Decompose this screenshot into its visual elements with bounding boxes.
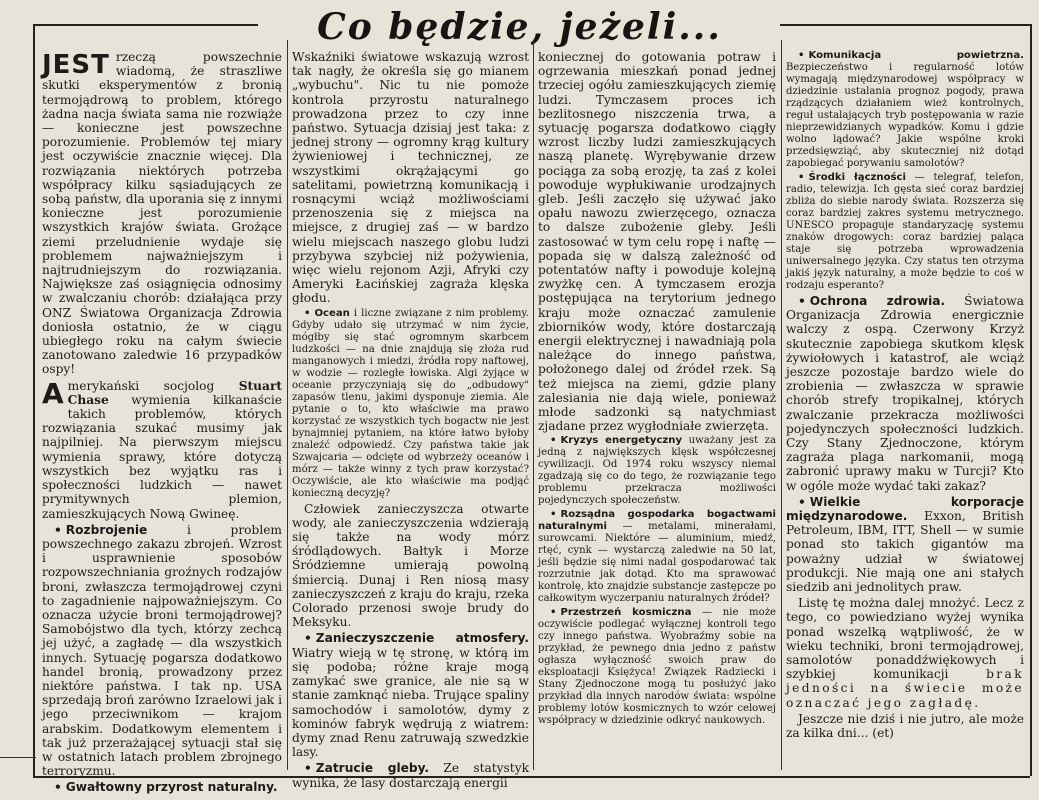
section-kryzys bbox=[538, 435, 776, 507]
bullet-icon: • bbox=[798, 494, 806, 509]
bullet-icon: • bbox=[304, 307, 311, 319]
section-heading: Przestrzeń kosmiczna bbox=[560, 607, 692, 619]
closing-line: Jeszcze nie dziś i nie jutro, ale może za kilka dni... (et) bbox=[786, 711, 1024, 741]
section-heading: Rozsądna gospodarka bogactwami naturalnymi bbox=[538, 509, 776, 533]
bullet-icon: • bbox=[550, 509, 557, 521]
section-ocean bbox=[292, 308, 529, 500]
paragraph bbox=[42, 376, 282, 521]
section-text: Exxon, British Petroleum, IBM, ITT, Shell — w sumie ponad sto takich gigantów ma poważny udział w światowej produkcji. Nie mają one ani stałych siedzib ani jednolitych praw. bbox=[786, 509, 1024, 595]
bullet-icon: • bbox=[304, 761, 312, 776]
intro-drop-cap: JEST bbox=[42, 50, 110, 80]
article-column-2 bbox=[292, 50, 529, 790]
column-divider bbox=[533, 40, 534, 770]
drop-cap: A bbox=[42, 376, 64, 410]
bullet-icon: • bbox=[54, 780, 62, 795]
bullet-icon: • bbox=[798, 50, 805, 61]
section-atmosfera bbox=[292, 631, 529, 759]
section-text: — telegraf, telefon, radio, telewizja. Ich gęsta sieć coraz bardziej zbliża do siebie narody świata. Rozszerza się coraz bardziej zakres systemu metrycznego. UNESCO propaguje standaryzację systemu znaków drogowych: coraz bardziej paląca staje się potrzeba wprowadzenia uniwersalnego języka. Czy status ten otrzyma jakiś język naturalny, a może będzie to coś w rodzaju esperanto? bbox=[786, 172, 1024, 291]
article-column-1 bbox=[42, 50, 282, 795]
paragraph-text: wymienia kilkanaście takich problemów, których rozwiązania szukać musimy jak najpilniej. Na pierwszym miejscu wymienia sprawy, które dotyczą wszystkich bez wyjątku ras i społeczności ludzkich — nawet prymitywnych plemion, zamieszkujących Nową Gwineę. bbox=[42, 392, 282, 521]
section-text: Bezpieczeństwo i regularność lotów wymagają międzynarodowej współpracy w dziedzinie ustalania prognoz pogody, prawa rządzących działaniem wież kontrolnych, reguł ustalających tryb postępowania w razie nieprzewidzianych wypadków. Komu i gdzie wolno lądować? Jakie wspólne kroki przedsięwziąć, aby skuteczniej niż dotąd zapobiegać porywaniu samolotów? bbox=[786, 62, 1024, 169]
article-column-4 bbox=[786, 50, 1024, 772]
section-gospodarka bbox=[538, 509, 776, 605]
intro-paragraph bbox=[42, 50, 282, 377]
column-divider bbox=[287, 40, 288, 770]
headline-area bbox=[0, 0, 1039, 52]
section-text: Ze statystyk wynika, że lasy dostarczają energii bbox=[292, 761, 529, 790]
margin-tick bbox=[0, 757, 36, 758]
frame-left-border bbox=[33, 24, 35, 776]
section-korporacje bbox=[786, 495, 1024, 594]
section-text: i liczne związane z nim problemy. Gdyby udało się utrzymać w nim życie, mógłby się stać ogromnym skarbcem ludzkości — na dnie znajdują się złoża rud manganowych i miedzi, źródła ropy naftowej, w wodzie — rozległe łowiska. Algi żyjące w oceanie przyczyniają się do „odbudowy" zapasów tlenu, jakimi dysponuje ziemia. Ale pytanie o to, kto właściwie ma prawo korzystać ze wszystkich tych bogactw nie jest bynajmniej pytaniem, na które łatwo byłoby znaleźć odpowiedź. Czy państwa takie jak Szwajcaria — odcięte od wybrzeży oceanów i mórz — także winny z tych praw korzystać? Oczywiście, ale kto właściwie ma podjąć konieczną decyzję? bbox=[292, 307, 529, 499]
section-komunikacja bbox=[786, 50, 1024, 170]
section-heading: Ocean bbox=[314, 307, 350, 319]
paragraph: Wskaźniki światowe wskazują wzrost tak nagły, że określa się go mianem „wybuchu". Nic tu nie pomoże kontrola przyrostu naturalnego prowadzona przez to czy inne państwo. Sytuacja dzisiaj jest taka: z jednej strony — ogromny krąg kultury żywieniowej i technicznej, ze wszystkimi okrążającymi go satelitami, powietrzną komunikacją i rosnącymi wciąż możliwościami przenoszenia się z miejsca na miejsce, z drugiej zaś — w bardzo wielu miejscach naszego globu ludzi przybywa szybciej niż pożywienia, więc wielu rejonom Azji, Afryki czy Ameryki Łacińskiej zagraża klęska głodu. bbox=[292, 50, 529, 306]
column-divider bbox=[781, 40, 782, 770]
bullet-icon: • bbox=[550, 607, 557, 619]
bullet-icon: • bbox=[550, 435, 557, 447]
paragraph: koniecznej do gotowania potraw i ogrzewania mieszkań ponad jednej trzeciej ogółu zamieszkujących ziemię ludzi. Tymczasem proces ich bezlitosnego niszczenia trwa, a sytuację pogarsza dodatkowo ciągły wzrost liczby ludzi zamieszkujących naszą planetę. Wyrębywanie drzew pociąga za sobą erozję, ta zaś z kolei powoduje wypłukiwanie urodzajnych gleb. Jeśli zaczęło się używać jako opału nawozu zwierzęcego, oznacza to dalsze zubożenie gleby. Jeśli zastosować w tym celu ropę i naftę — popada się w dalszą zależność od potentatów nafty i powoduje kolejną zwyżkę cen. A tymczasem erozja postępująca na terytorium jednego kraju może oznaczać zamulenie zbiorników wody, które dostarczają energii elektrycznej i nawadniają pola należące do innego państwa, położonego dalej od źródeł rzek. Są też miejsca na ziemi, gdzie plany zalesiania nie dają wiele, ponieważ młode sadzonki są natychmiast zjadane przez wygłodniałe zwierzęta. bbox=[538, 50, 776, 434]
section-text: — metalami, minerałami, surowcami. Niektóre — aluminium, miedź, rtęć, cynk — wystarczą zaledwie na 50 lat, jeśli będzie się nimi nadal gospodarować tak rozrzutnie jak dotąd. Kto ma sprawować kontrolę, kto znajdzie substancje zastępcze po całkowitym wyczerpaniu naturalnych źródeł? bbox=[538, 521, 776, 605]
section-text: Wiatry wieją w tę stronę, w którą im się podoba; różne kraje mogą zamykać swe granice, ale nie są w stanie zamknąć nieba. Trujące spaliny samochodów i samolotów, dymy z kominów fabryk wędrują z wiatrem: dymy znad Renu zatruwają szwedzkie lasy. bbox=[292, 645, 529, 760]
section-text: Światowa Organizacja Zdrowia energicznie walczy z ospą. Czerwony Krzyż skutecznie zapobiega skutkom klęsk żywiołowych i katastrof, ale wciąż jeszcze pozostaje bardzo wiele do zrobienia — zwłaszcza w sprawie chorób strefy tropikalnej, których zwalczanie przekracza możliwości pojedynczych społeczności ludzkich. Czy Stany Zjednoczone, którym zagraża plaga narkomanii, mogą zabronić uprawy maku w Turcji? Kto w ogóle może wydać taki zakaz? bbox=[786, 294, 1024, 493]
bullet-icon: • bbox=[798, 294, 806, 308]
paragraph-text: Listę tę można dalej mnożyć. Lecz z tego, co powiedziano wyżej wynika ponad wszelką wątpliwość, że w wieku techniki, broni termojądrowej, samolotów ponaddźwiękowych i szybkiej komunikacji bbox=[786, 596, 1024, 682]
section-zdrowie bbox=[786, 294, 1024, 493]
section-heading: Środki łączności bbox=[808, 172, 906, 183]
section-text: — nie może oczywiście podlegać wyłącznej kontroli tego czy innego państwa. Wyobraźmy sobie na przykład, że pewnego dnia jedno z państw ogłasza wyłączność swoich praw do eksploatacji Księżyca! Związek Radziecki i Stany Zjednoczone mogą tu posłużyć jako przykład dla innych narodów świata: wspólne problemy lotów kosmicznych to wzór celowej współpracy w dziedzinie odkryć naukowych. bbox=[538, 607, 776, 727]
section-przyrost bbox=[42, 780, 282, 794]
section-heading: Kryzys energetyczny bbox=[560, 435, 683, 447]
section-heading: Wielkie korporacje międzynarodowe. bbox=[786, 494, 1024, 524]
section-heading: Gwałtowny przyrost naturalny. bbox=[65, 780, 278, 795]
emphasized-text: brak jedności na świecie może oznaczać jego zagładę. bbox=[786, 667, 1024, 710]
section-heading: Zanieczyszczenie atmosfery. bbox=[315, 631, 529, 646]
intro-text: rzeczą powszechnie wiadomą, że straszliwe skutki eksperymentów z bronią termojądrową to problem, którego żadna nacja świata sama nie rozwiąże — konieczne jest powszechne porozumienie. Problemów tej miary jest oczywiście znacznie więcej. Dla rozwiązania niektórych potrzeba współpracy kilku sąsiadujących ze sobą państw, dla uporania się z innymi konieczne jest porozumienie wszystkich krajów świata. Grożące ziemi przeludnienie wydaje się problemem najważniejszym i najtrudniejszym do rozwiązania. Największe zaś osiągnięcia odnosimy w zwalczaniu chorób: działająca przy ONZ Światowa Organizacja Zdrowia doniosła ostatnio, że w ciągu ubiegłego roku na całym świecie zanotowano zaledwie 16 przypadków ospy! bbox=[42, 50, 282, 377]
paragraph: Człowiek zanieczyszcza otwarte wody, ale zanieczyszczenia wdzierają się także na wody mórz śródlądowych. Bałtyk i Morze Śródziemne umierają powolną śmiercią. Dunaj i Ren niosą masy zanieczyszczeń z kraju do kraju, rzeka Colorado przenosi swoje brudy do Meksyku. bbox=[292, 501, 529, 630]
section-heading: Rozbrojenie bbox=[65, 522, 148, 537]
paragraph-text: merykański socjolog bbox=[67, 378, 239, 393]
section-heading: Ochrona zdrowia. bbox=[809, 294, 946, 308]
bullet-icon: • bbox=[798, 172, 805, 183]
section-text: uważany jest za jedną z największych klęsk współczesnej cywilizacji. Od 1974 roku wszyscy niemal zgadzają się co do tego, że rozwiązanie tego problemu przekracza możliwości pojedynczych społeczeństw. bbox=[538, 435, 777, 507]
section-heading: Komunikacja powietrzna. bbox=[808, 50, 1024, 61]
section-gleba bbox=[292, 761, 529, 789]
article-column-3 bbox=[538, 50, 776, 772]
section-lacznosc bbox=[786, 172, 1024, 292]
bullet-icon: • bbox=[304, 631, 312, 646]
section-rozbrojenie bbox=[42, 523, 282, 779]
bullet-icon: • bbox=[54, 522, 62, 537]
section-heading: Zatrucie gleby. bbox=[315, 761, 430, 776]
conclusion-paragraph bbox=[786, 596, 1024, 710]
section-text: i problem powszechnego zakazu zbrojeń. Wzrost i usprawnienie sposobów rozpowszechniania groźnych rodzajów broni, zwłaszcza termojądrowej czyni to zagadnienie najpoważniejszym. Co oznacza użycie broni termojądrowej? Samobójstwo dla tych, którzy zechcą jej użyć, a zagładę — dla wszystkich innych. Sytuację pogarsza dodatkowo handel bronią, prowadzony przez niektóre państwa. I tak np. USA sprzedają broń zarówno Izraelowi jak i jego przeciwnikom — krajom arabskim. Dodatkowym elementem i tak już przerażającej sytuacji stał się w ostatnich latach problem zbrojnego terroryzmu. bbox=[42, 522, 282, 779]
section-kosmos bbox=[538, 607, 776, 727]
frame-right-border bbox=[1030, 24, 1032, 776]
person-name: Stuart Chase bbox=[67, 378, 282, 407]
article-title: Co będzie, jeżeli... bbox=[317, 6, 722, 48]
